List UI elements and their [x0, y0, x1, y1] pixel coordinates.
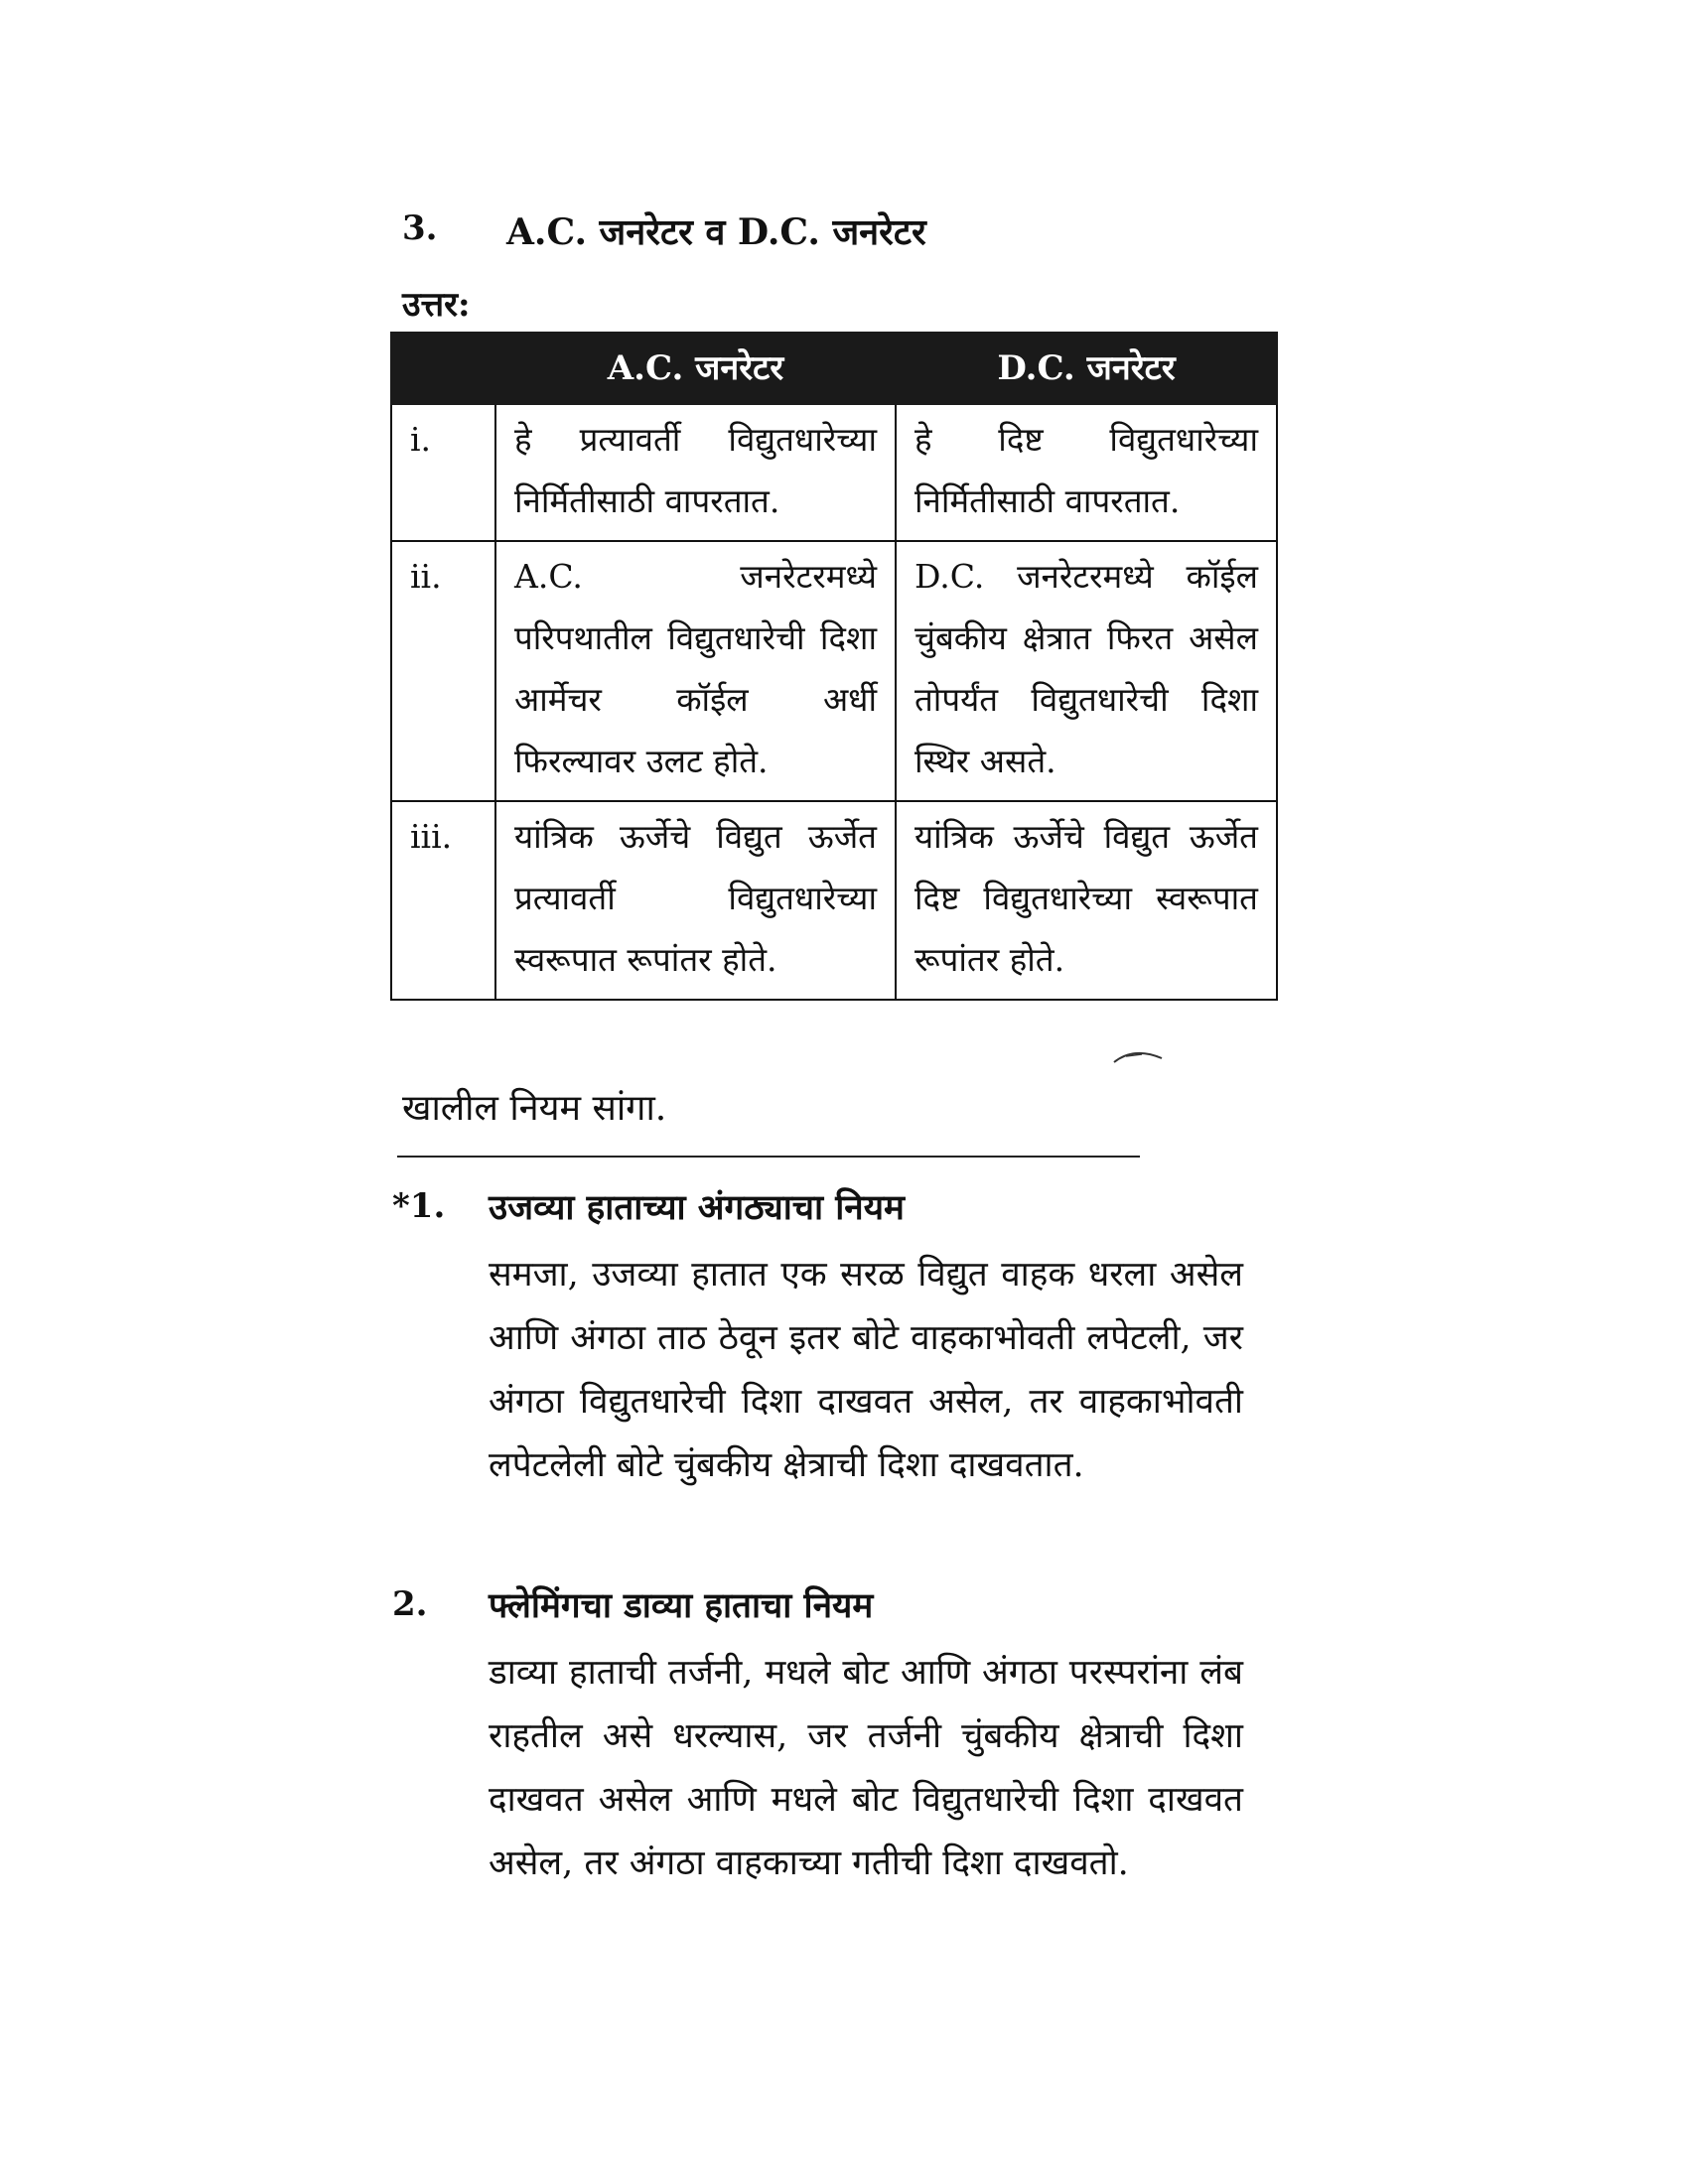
- table-row: [391, 404, 1277, 541]
- rule-title: उजव्या हाताच्या अंगठ्याचा नियम: [489, 1187, 905, 1228]
- dc-cell: यांत्रिक ऊर्जेचे विद्युत ऊर्जेत दिष्ट विद्युतधारेच्या स्वरूपात रूपांतर होते.: [896, 801, 1277, 1000]
- rules-heading: खालील नियम सांगा.: [402, 1088, 667, 1129]
- rule-number: 2.: [392, 1584, 428, 1624]
- table-row: [391, 801, 1277, 1000]
- header-dc-generator: D.C. जनरेटर: [896, 333, 1277, 404]
- table-row: [391, 541, 1277, 801]
- ac-cell: A.C. जनरेटरमध्ये परिपथातील विद्युतधारेची दिशा आर्मेचर कॉईल अर्धी फिरल्यावर उलट होते.: [495, 541, 896, 801]
- pen-mark-icon: [1112, 1044, 1166, 1066]
- row-index: iii.: [391, 801, 495, 1000]
- answer-label: उत्तर:: [402, 285, 471, 325]
- ac-cell: यांत्रिक ऊर्जेचे विद्युत ऊर्जेत प्रत्यावर्ती विद्युतधारेच्या स्वरूपात रूपांतर होते.: [495, 801, 896, 1000]
- header-ac-generator: A.C. जनरेटर: [495, 333, 896, 404]
- rule-body: डाव्या हाताची तर्जनी, मधले बोट आणि अंगठा परस्परांना लंब राहतील असे धरल्यास, जर तर्जनी चुंबकीय क्षेत्राची दिशा दाखवत असेल आणि मधले बोट विद्युतधारेची दिशा दाखवत असेल, तर अंगठा वाहकाच्या गतीची दिशा दाखवतो.: [489, 1653, 1243, 1883]
- row-index: i.: [391, 404, 495, 541]
- comparison-table: [390, 332, 1278, 1001]
- row-index: ii.: [391, 541, 495, 801]
- question-title: A.C. जनरेटर व D.C. जनरेटर: [506, 211, 926, 253]
- rule-number: *1.: [392, 1186, 446, 1226]
- dc-cell: हे दिष्ट विद्युतधारेच्या निर्मितीसाठी वापरतात.: [896, 404, 1277, 541]
- heading-underline: [397, 1156, 1140, 1158]
- header-index: [391, 333, 495, 404]
- rule-title: फ्लेमिंगचा डाव्या हाताचा नियम: [489, 1585, 874, 1626]
- question-number: 3.: [402, 208, 438, 248]
- dc-cell: D.C. जनरेटरमध्ये कॉईल चुंबकीय क्षेत्रात फिरत असेल तोपर्यंत विद्युतधारेची दिशा स्थिर असते.: [896, 541, 1277, 801]
- ac-cell: हे प्रत्यावर्ती विद्युतधारेच्या निर्मितीसाठी वापरतात.: [495, 404, 896, 541]
- table-header-row: [391, 333, 1277, 404]
- rule-body: समजा, उजव्या हातात एक सरळ विद्युत वाहक धरला असेल आणि अंगठा ताठ ठेवून इतर बोटे वाहकाभोवती लपेटली, जर अंगठा विद्युतधारेची दिशा दाखवत असेल, तर वाहकाभोवती लपेटलेली बोटे चुंबकीय क्षेत्राची दिशा दाखवतात.: [489, 1255, 1243, 1485]
